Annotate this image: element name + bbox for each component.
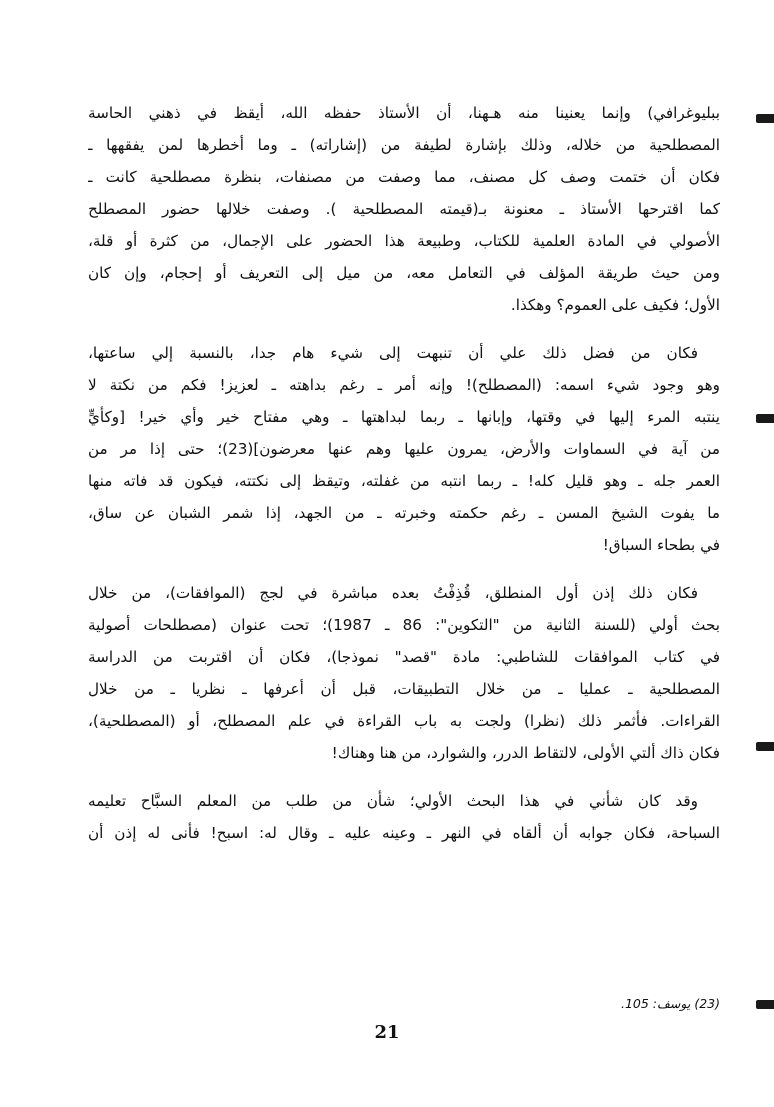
- text-line: من آية في السماوات والأرض، يمرون عليها وهم عنها معرضون](23)؛ حتى إذا مر من: [88, 440, 720, 458]
- paragraph-gap: [88, 561, 720, 577]
- text-line: فكان ذاك ألتي الأولى، لالتقاط الدرر، والشوارد، من هنا وهناك!: [331, 744, 720, 762]
- text-line: ومن حيث طريقة المؤلف في التعامل معه، من ميل إلى التعريف أو إحجام، وإن كان: [88, 264, 720, 282]
- binding-mark-top: [756, 114, 774, 123]
- text-line: فكان أن ختمت وصف كل مصنف، مما وصفت من مصنفات، بنظرة مصطلحية كانت ـ: [88, 168, 720, 186]
- text-line: فكان ذلك إذن أول المنطلق، قُذِفْتُ بعده مباشرة في لجج (الموافقات)، من خلال: [88, 584, 698, 602]
- binding-mark-bottom: [756, 1000, 774, 1009]
- text-line: بحث أولي (للسنة الثانية من "التكوين": 86 ـ 1987)؛ تحت عنوان (مصطلحات أصولية: [88, 616, 720, 634]
- paragraph: [88, 785, 720, 849]
- text-line: القراءات. فأثمر ذلك (نظرا) ولجت به باب القراءة في علم المصطلح، أو (المصطلحية)،: [88, 712, 720, 730]
- paragraph: [88, 97, 720, 321]
- text-line: ينتبه المرء إليها في وقتها، وإبانها ـ ربما لبداهتها ـ وهي مفتاح خير وأي خير! [وكأيٍّ: [88, 408, 720, 426]
- text-line: في بطحاء السباق!: [602, 536, 720, 554]
- paragraph: [88, 337, 720, 561]
- binding-mark-middle: [756, 414, 774, 423]
- text-line: في كتاب الموافقات للشاطبي: مادة "قصد" نموذجا)، فكان أن اقتربت من الدراسة: [88, 648, 720, 666]
- text-line: كما اقترحها الأستاذ ـ معنونة بـ(قيمته المصطلحية ). وصفت خلالها حضور المصطلح: [88, 200, 720, 218]
- text-line: ما يفوت الشيخ المسن ـ رغم حكمته وخبرته ـ من الجهد، إذا شمر الشبان عن ساق،: [88, 504, 720, 522]
- text-line: ببليوغرافي) وإنما يعنينا منه هـهنا، أن الأستاذ حفظه الله، أيقظ في ذهني الحاسة: [88, 104, 720, 122]
- text-line: السباحة، فكان جوابه أن ألقاه في النهر ـ وعينه عليه ـ وقال له: اسبح! فأنى له إذن أن: [88, 824, 720, 842]
- paragraph: [88, 577, 720, 769]
- text-line: وهو وجود شيء اسمه: (المصطلح)! وإنه أمر ـ رغم بداهته ـ لعزيز! فكم من نكتة لا: [88, 376, 720, 394]
- binding-mark-lower: [756, 742, 774, 751]
- body-text: [88, 97, 720, 849]
- text-line: الأصولي في المادة العلمية للكتاب، وطبيعة هذا الحضور على الإجمال، من كثرة أو قلة،: [88, 232, 720, 250]
- text-line: العمر جله ـ وهو قليل كله! ـ ربما انتبه من غفلته، وتيقظ إلى نكتته، فيكون قد فاته منها: [88, 472, 720, 490]
- text-line: الأول؛ فكيف على العموم؟ وهكذا.: [510, 296, 720, 314]
- footnote: (23) يوسف: 105.: [620, 996, 720, 1011]
- text-line: المصطلحية ـ عمليا ـ من خلال التطبيقات، قبل أن أعرفها ـ نظريا ـ من خلال: [88, 680, 720, 698]
- text-line: فكان من فضل ذلك علي أن تنبهت إلى شيء هام جدا، بالنسبة إلي ساعتها،: [88, 344, 698, 362]
- paragraph-gap: [88, 321, 720, 337]
- page-number: 21: [374, 1022, 400, 1043]
- text-line: وقد كان شأني في هذا البحث الأولي؛ شأن من طلب من المعلم السبَّاح تعليمه: [88, 792, 698, 810]
- paragraph-gap: [88, 769, 720, 785]
- text-line: المصطلحية من خلاله، وذلك بإشارة لطيفة من (إشاراته) ـ وما أخطرها لمن يفقهها ـ: [88, 136, 720, 154]
